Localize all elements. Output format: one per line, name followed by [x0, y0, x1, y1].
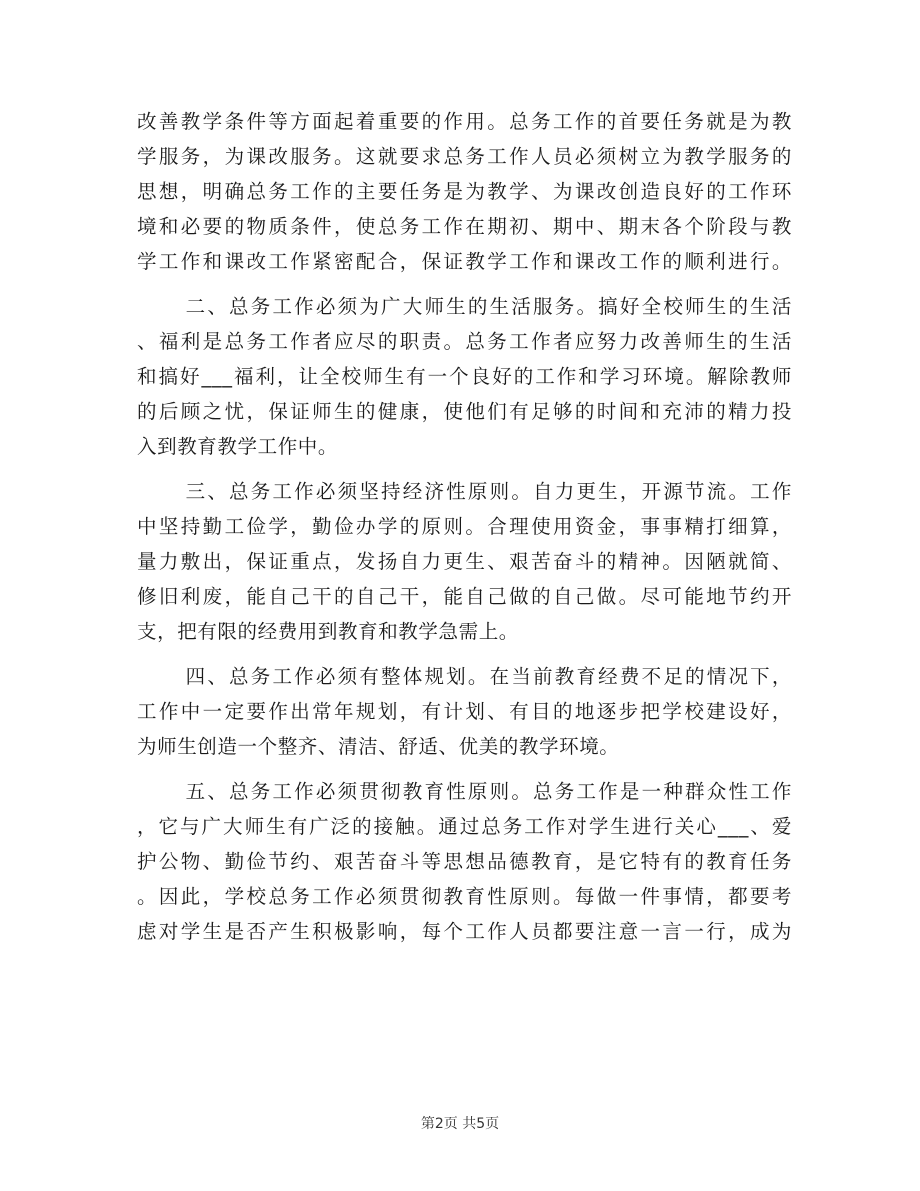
- paragraph-4-line-2: 工作中一定要作出常年规划，有计划、有目的地逐步把学校建设好，: [137, 700, 792, 723]
- paragraph-4-line-1-text: 四、总务工作必须有整体规划。在当前教育经费不足的情况下，: [184, 665, 792, 688]
- paragraph-gap: [137, 649, 792, 659]
- paragraph-2-line-4: 的后顾之忧，保证师生的健康，使他们有足够的时间和充沛的精力投: [137, 400, 792, 423]
- paragraph-1-line-3: 思想，明确总务工作的主要任务是为教学、为课改创造良好的工作环: [137, 180, 792, 203]
- paragraph-3-line-2: 中坚持勤工俭学，勤俭办学的原则。合理使用资金，事事精打细算，: [137, 515, 792, 538]
- paragraph-2-line-1-text: 二、总务工作必须为广大师生的生活服务。搞好全校师生的生活: [184, 295, 792, 318]
- paragraph-gap: [137, 464, 792, 474]
- paragraph-1-line-1: 改善教学条件等方面起着重要的作用。总务工作的首要任务就是为教: [137, 110, 792, 133]
- paragraph-1-line-4: 境和必要的物质条件，使总务工作在期初、期中、期末各个阶段与教: [137, 215, 792, 238]
- paragraph-5-line-1: [137, 774, 792, 809]
- paragraph-5-line-4: 。因此，学校总务工作必须贯彻教育性原则。每做一件事情，都要考: [137, 885, 792, 908]
- paragraph-5-line-2: ，它与广大师生有广泛的接触。通过总务工作对学生进行关心___、爱: [137, 815, 792, 838]
- paragraph-2-line-1: [137, 289, 792, 324]
- paragraph-4-line-1: [137, 659, 792, 694]
- paragraph-5-line-1-text: 五、总务工作必须贯彻教育性原则。总务工作是一种群众性工作: [184, 780, 792, 803]
- paragraph-5-line-3: 护公物、勤俭节约、艰苦奋斗等思想品德教育，是它特有的教育任务: [137, 850, 792, 873]
- paragraph-3-line-4: 修旧利废，能自己干的自己干，能自己做的自己做。尽可能地节约开: [137, 585, 792, 608]
- paragraph-gap: [137, 279, 792, 289]
- paragraph-2-line-3: 和搞好___福利，让全校师生有一个良好的工作和学习环境。解除教师: [137, 365, 792, 388]
- page-number-footer: 第2页 共5页: [420, 1116, 500, 1132]
- paragraph-3-line-1-text: 三、总务工作必须坚持经济性原则。自力更生，开源节流。工作: [184, 480, 792, 503]
- paragraph-1-line-2: 学服务，为课改服务。这就要求总务工作人员必须树立为教学服务的: [137, 145, 792, 168]
- paragraph-gap: [137, 764, 792, 774]
- paragraph-2-line-5: 入到教育教学工作中。: [137, 435, 339, 458]
- paragraph-3-line-3: 量力敷出，保证重点，发扬自力更生、艰苦奋斗的精神。因陋就简、: [137, 550, 792, 573]
- document-body: [137, 104, 792, 949]
- paragraph-1-line-5: 学工作和课改工作紧密配合，保证教学工作和课改工作的顺利进行。: [137, 250, 792, 273]
- paragraph-4-line-3: 为师生创造一个整齐、清洁、舒适、优美的教学环境。: [137, 735, 620, 758]
- paragraph-2-line-2: 、福利是总务工作者应尽的职责。总务工作者应努力改善师生的生活: [137, 330, 792, 353]
- paragraph-5-line-5: 虑对学生是否产生积极影响，每个工作人员都要注意一言一行，成为: [137, 920, 792, 943]
- paragraph-3-line-5: 支，把有限的经费用到教育和教学急需上。: [137, 620, 519, 643]
- paragraph-3-line-1: [137, 474, 792, 509]
